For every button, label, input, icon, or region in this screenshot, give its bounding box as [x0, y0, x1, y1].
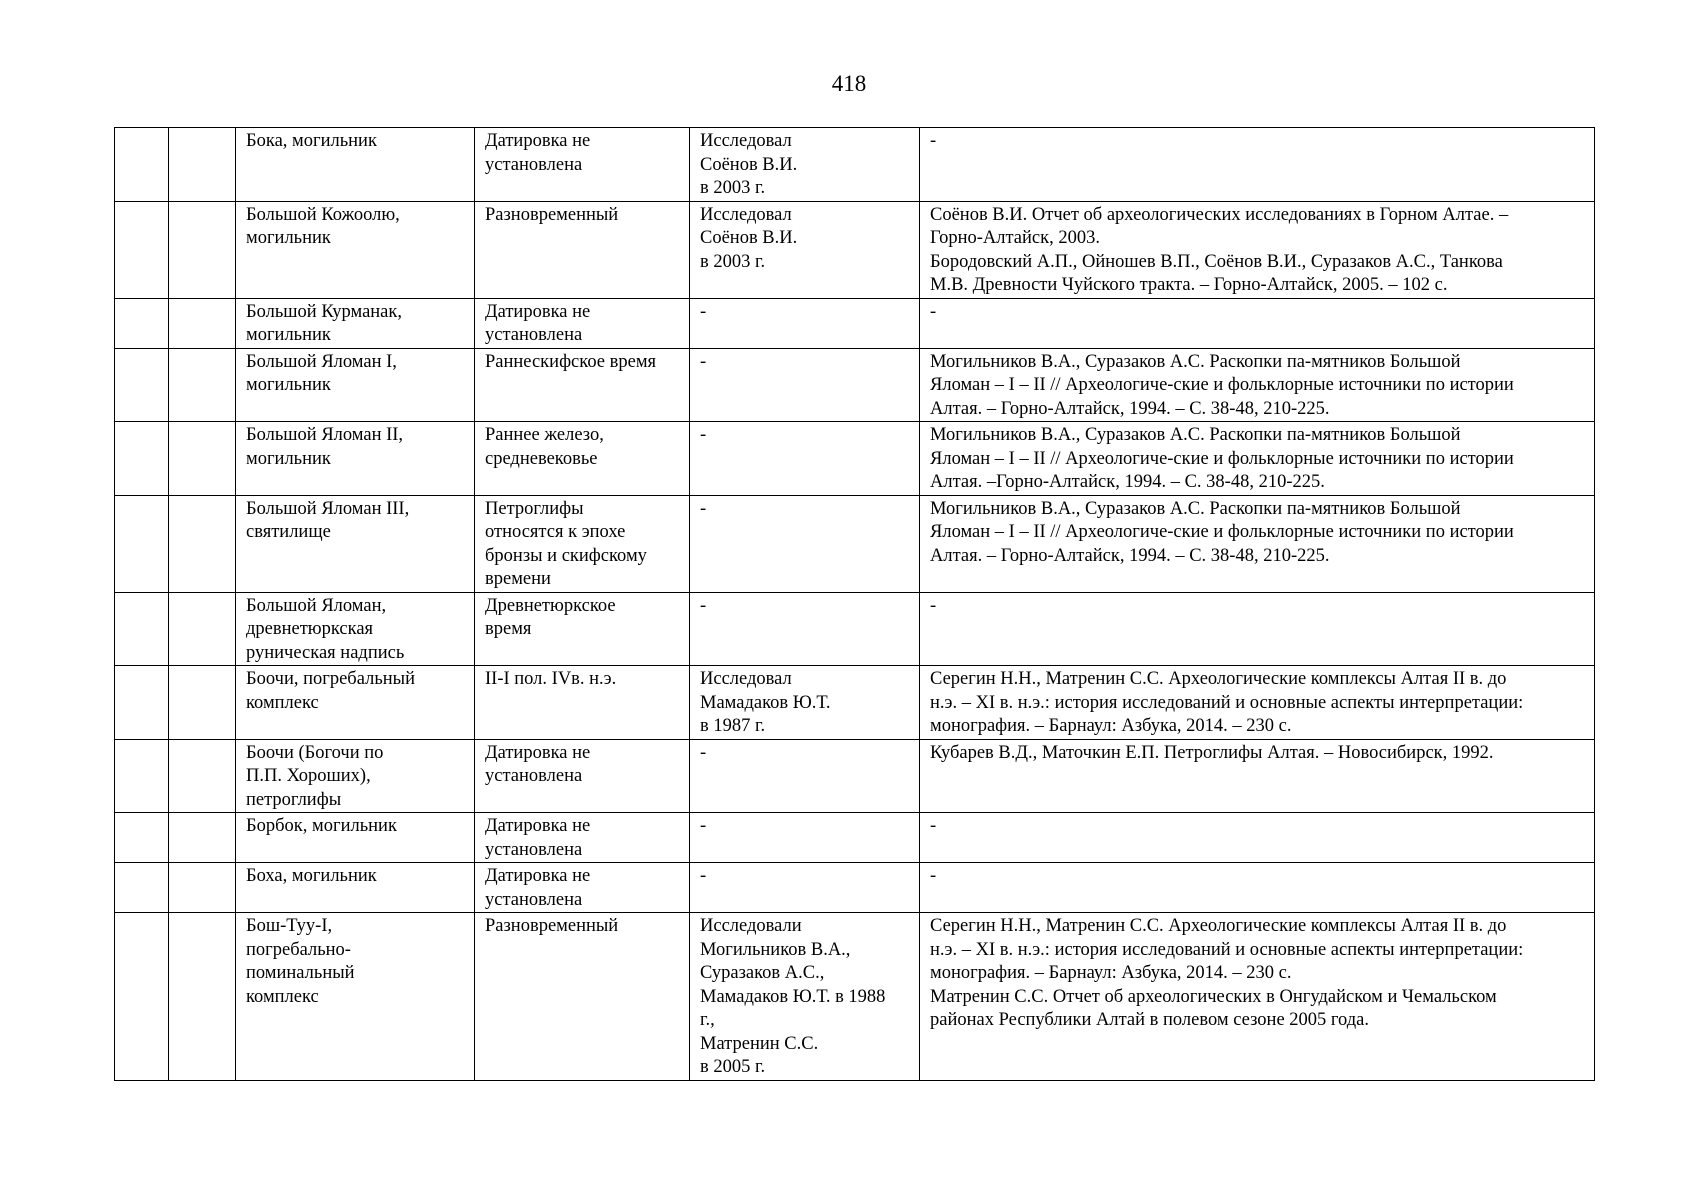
- cell-line: Алтая. –Горно-Алтайск, 1994. – С. 38-48, 210-225.: [930, 472, 1325, 492]
- cell-line: -: [700, 301, 707, 322]
- dating-cell: [475, 495, 690, 592]
- cell-line: Петроглифы: [485, 498, 584, 519]
- subnumber-cell: [169, 913, 236, 1081]
- cell-line: установлена: [485, 154, 583, 175]
- dating-cell: [475, 913, 690, 1081]
- literature-cell: [920, 813, 1595, 863]
- subnumber-cell: [169, 592, 236, 666]
- cell-line: Боха, могильник: [246, 866, 377, 886]
- table-row: [115, 495, 1595, 592]
- monument-name-cell: [236, 666, 475, 740]
- cell-line: Датировка не: [485, 816, 591, 836]
- literature-cell: [920, 422, 1595, 496]
- cell-line: Разновременный: [485, 204, 619, 225]
- cell-line: Большой Яломан,: [246, 595, 387, 616]
- table-row: [115, 298, 1595, 348]
- page-number: 418: [831, 71, 867, 96]
- dating-cell: [475, 128, 690, 202]
- table-row: [115, 348, 1595, 422]
- row-number-cell: [115, 128, 169, 202]
- row-number-cell: [115, 592, 169, 666]
- cell-line: Древнетюркское: [485, 595, 616, 616]
- cell-line: Раннескифское время: [485, 351, 657, 372]
- cell-line: Суразаков А.С.,: [700, 963, 825, 983]
- row-number-cell: [115, 201, 169, 298]
- cell-line: Бока, могильник: [246, 131, 377, 151]
- cell-line: -: [930, 866, 937, 886]
- cell-line: Бош-Туу-I,: [246, 916, 333, 936]
- dating-cell: [475, 592, 690, 666]
- monument-name-cell: [236, 592, 475, 666]
- subnumber-cell: [169, 128, 236, 202]
- cell-line: Соёнов В.И.: [700, 228, 798, 248]
- cell-line: Серегин Н.Н., Матренин С.С. Археологические комплексы Алтая II в. до: [930, 669, 1507, 689]
- table-row: [115, 813, 1595, 863]
- cell-line: установлена: [485, 766, 583, 786]
- cell-line: -: [700, 425, 707, 445]
- cell-line: Алтая. – Горно-Алтайск, 1994. – С. 38-48, 210-225.: [930, 398, 1330, 419]
- cell-line: в 2003 г.: [700, 178, 766, 198]
- cell-line: Яломан – I – II // Археологиче-ские и фольклорные источники по истории: [930, 448, 1514, 469]
- cell-line: Большой Яломан I,: [246, 351, 397, 372]
- cell-line: Боочи, погребальный: [246, 669, 415, 689]
- literature-cell: [920, 128, 1595, 202]
- cell-line: н.э. – XI в. н.э.: история исследований и основные аспекты интерпретации:: [930, 939, 1524, 960]
- cell-line: Датировка не: [485, 301, 591, 322]
- cell-line: Могильников В.А., Суразаков А.С. Раскопки па-мятников Большой: [930, 498, 1461, 519]
- subnumber-cell: [169, 422, 236, 496]
- research-cell: [690, 495, 920, 592]
- dating-cell: [475, 813, 690, 863]
- cell-line: могильник: [246, 325, 331, 345]
- cell-line: -: [700, 351, 707, 372]
- research-cell: [690, 739, 920, 813]
- cell-line: Серегин Н.Н., Матренин С.С. Археологические комплексы Алтая II в. до: [930, 916, 1507, 936]
- table-row: [115, 666, 1595, 740]
- subnumber-cell: [169, 813, 236, 863]
- cell-line: -: [700, 595, 707, 616]
- cell-line: установлена: [485, 839, 583, 860]
- cell-line: время: [485, 619, 532, 639]
- cell-line: монография. – Барнаул: Азбука, 2014. – 230 с.: [930, 716, 1292, 736]
- cell-line: г.,: [700, 1010, 715, 1030]
- table-row: [115, 739, 1595, 813]
- literature-cell: [920, 495, 1595, 592]
- cell-line: комплекс: [246, 986, 319, 1007]
- cell-line: -: [930, 301, 937, 322]
- cell-line: в 2003 г.: [700, 251, 766, 272]
- cell-line: Мамадаков Ю.Т. в 1988: [700, 986, 886, 1007]
- cell-line: установлена: [485, 889, 583, 910]
- literature-cell: [920, 913, 1595, 1081]
- monument-name-cell: [236, 813, 475, 863]
- cell-line: Соёнов В.И. Отчет об археологических исследованиях в Горном Алтае. –: [930, 204, 1509, 225]
- cell-line: Датировка не: [485, 866, 591, 886]
- monuments-table-body: [115, 128, 1595, 1081]
- table-row: [115, 422, 1595, 496]
- cell-line: Разновременный: [485, 916, 619, 936]
- cell-line: П.П. Хороших),: [246, 766, 371, 786]
- subnumber-cell: [169, 666, 236, 740]
- subnumber-cell: [169, 495, 236, 592]
- cell-line: Борбок, могильник: [246, 816, 397, 836]
- cell-line: установлена: [485, 325, 583, 345]
- research-cell: [690, 201, 920, 298]
- row-number-cell: [115, 863, 169, 913]
- table-row: [115, 913, 1595, 1081]
- subnumber-cell: [169, 863, 236, 913]
- cell-line: могильник: [246, 228, 331, 248]
- monument-name-cell: [236, 422, 475, 496]
- cell-line: средневековье: [485, 448, 598, 469]
- literature-cell: [920, 863, 1595, 913]
- cell-line: Бородовский А.П., Ойношев В.П., Соёнов В.И., Суразаков А.С., Танкова: [930, 251, 1503, 272]
- cell-line: Алтая. – Горно-Алтайск, 1994. – С. 38-48, 210-225.: [930, 545, 1330, 566]
- cell-line: древнетюркская: [246, 619, 374, 639]
- dating-cell: [475, 739, 690, 813]
- table-row: [115, 592, 1595, 666]
- cell-line: Большой Курманак,: [246, 301, 403, 322]
- row-number-cell: [115, 348, 169, 422]
- monuments-table: [114, 127, 1595, 1081]
- row-number-cell: [115, 739, 169, 813]
- monument-name-cell: [236, 739, 475, 813]
- literature-cell: [920, 298, 1595, 348]
- monument-name-cell: [236, 128, 475, 202]
- cell-line: Исследовал: [700, 131, 792, 151]
- research-cell: [690, 863, 920, 913]
- cell-line: Исследовали: [700, 916, 802, 936]
- cell-line: -: [700, 816, 707, 836]
- cell-line: Кубарев В.Д., Маточкин Е.П. Петроглифы Алтая. – Новосибирск, 1992.: [930, 742, 1494, 763]
- monument-name-cell: [236, 348, 475, 422]
- research-cell: [690, 422, 920, 496]
- cell-line: руническая надпись: [246, 642, 405, 663]
- cell-line: -: [700, 866, 707, 886]
- dating-cell: [475, 348, 690, 422]
- monument-name-cell: [236, 201, 475, 298]
- cell-line: в 2005 г.: [700, 1057, 766, 1077]
- cell-line: Могильников В.А., Суразаков А.С. Раскопки па-мятников Большой: [930, 351, 1461, 372]
- subnumber-cell: [169, 348, 236, 422]
- cell-line: Большой Кожоолю,: [246, 204, 400, 225]
- cell-line: Исследовал: [700, 204, 792, 225]
- dating-cell: [475, 666, 690, 740]
- subnumber-cell: [169, 201, 236, 298]
- cell-line: Матренин С.С.: [700, 1033, 819, 1054]
- cell-line: II-I пол. IVв. н.э.: [485, 669, 617, 689]
- cell-line: М.В. Древности Чуйского тракта. – Горно-Алтайск, 2005. – 102 с.: [930, 275, 1448, 295]
- cell-line: районах Республики Алтай в полевом сезоне 2005 года.: [930, 1010, 1369, 1030]
- research-cell: [690, 813, 920, 863]
- monument-name-cell: [236, 863, 475, 913]
- cell-line: Могильников В.А., Суразаков А.С. Раскопки па-мятников Большой: [930, 425, 1461, 445]
- monument-name-cell: [236, 298, 475, 348]
- cell-line: Могильников В.А.,: [700, 939, 851, 960]
- table-row: [115, 201, 1595, 298]
- cell-line: -: [700, 498, 707, 519]
- table-row: [115, 128, 1595, 202]
- cell-line: Датировка не: [485, 131, 591, 151]
- dating-cell: [475, 422, 690, 496]
- cell-line: Раннее железо,: [485, 425, 604, 445]
- cell-line: относятся к эпохе: [485, 522, 626, 542]
- cell-line: Матренин С.С. Отчет об археологических в Онгудайском и Чемальском: [930, 986, 1497, 1007]
- cell-line: Боочи (Богочи по: [246, 742, 384, 763]
- research-cell: [690, 348, 920, 422]
- cell-line: могильник: [246, 448, 331, 469]
- cell-line: -: [930, 595, 937, 616]
- cell-line: Горно-Алтайск, 2003.: [930, 228, 1100, 248]
- cell-line: святилище: [246, 522, 331, 542]
- row-number-cell: [115, 813, 169, 863]
- cell-line: Яломан – I – II // Археологиче-ские и фольклорные источники по истории: [930, 375, 1514, 395]
- cell-line: бронзы и скифскому: [485, 545, 647, 566]
- cell-line: могильник: [246, 375, 331, 395]
- dating-cell: [475, 298, 690, 348]
- cell-line: Исследовал: [700, 669, 792, 689]
- cell-line: в 1987 г.: [700, 716, 766, 736]
- cell-line: Мамадаков Ю.Т.: [700, 692, 831, 713]
- cell-line: монография. – Барнаул: Азбука, 2014. – 230 с.: [930, 963, 1292, 983]
- subnumber-cell: [169, 298, 236, 348]
- cell-line: Большой Яломан III,: [246, 498, 410, 519]
- cell-line: Соёнов В.И.: [700, 154, 798, 175]
- literature-cell: [920, 201, 1595, 298]
- row-number-cell: [115, 666, 169, 740]
- dating-cell: [475, 201, 690, 298]
- cell-line: н.э. – XI в. н.э.: история исследований и основные аспекты интерпретации:: [930, 692, 1524, 713]
- row-number-cell: [115, 422, 169, 496]
- cell-line: погребально-: [246, 939, 351, 960]
- literature-cell: [920, 348, 1595, 422]
- research-cell: [690, 592, 920, 666]
- cell-line: Большой Яломан II,: [246, 425, 404, 445]
- cell-line: времени: [485, 569, 551, 589]
- cell-line: поминальный: [246, 963, 355, 983]
- table-row: [115, 863, 1595, 913]
- cell-line: -: [930, 816, 937, 836]
- cell-line: Яломан – I – II // Археологиче-ские и фольклорные источники по истории: [930, 522, 1514, 542]
- literature-cell: [920, 592, 1595, 666]
- literature-cell: [920, 666, 1595, 740]
- row-number-cell: [115, 913, 169, 1081]
- subnumber-cell: [169, 739, 236, 813]
- cell-line: -: [700, 742, 707, 763]
- research-cell: [690, 298, 920, 348]
- cell-line: петроглифы: [246, 789, 342, 810]
- research-cell: [690, 128, 920, 202]
- literature-cell: [920, 739, 1595, 813]
- research-cell: [690, 913, 920, 1081]
- dating-cell: [475, 863, 690, 913]
- research-cell: [690, 666, 920, 740]
- cell-line: Датировка не: [485, 742, 591, 763]
- monument-name-cell: [236, 913, 475, 1081]
- monument-name-cell: [236, 495, 475, 592]
- cell-line: комплекс: [246, 692, 319, 713]
- row-number-cell: [115, 495, 169, 592]
- cell-line: -: [930, 131, 937, 151]
- row-number-cell: [115, 298, 169, 348]
